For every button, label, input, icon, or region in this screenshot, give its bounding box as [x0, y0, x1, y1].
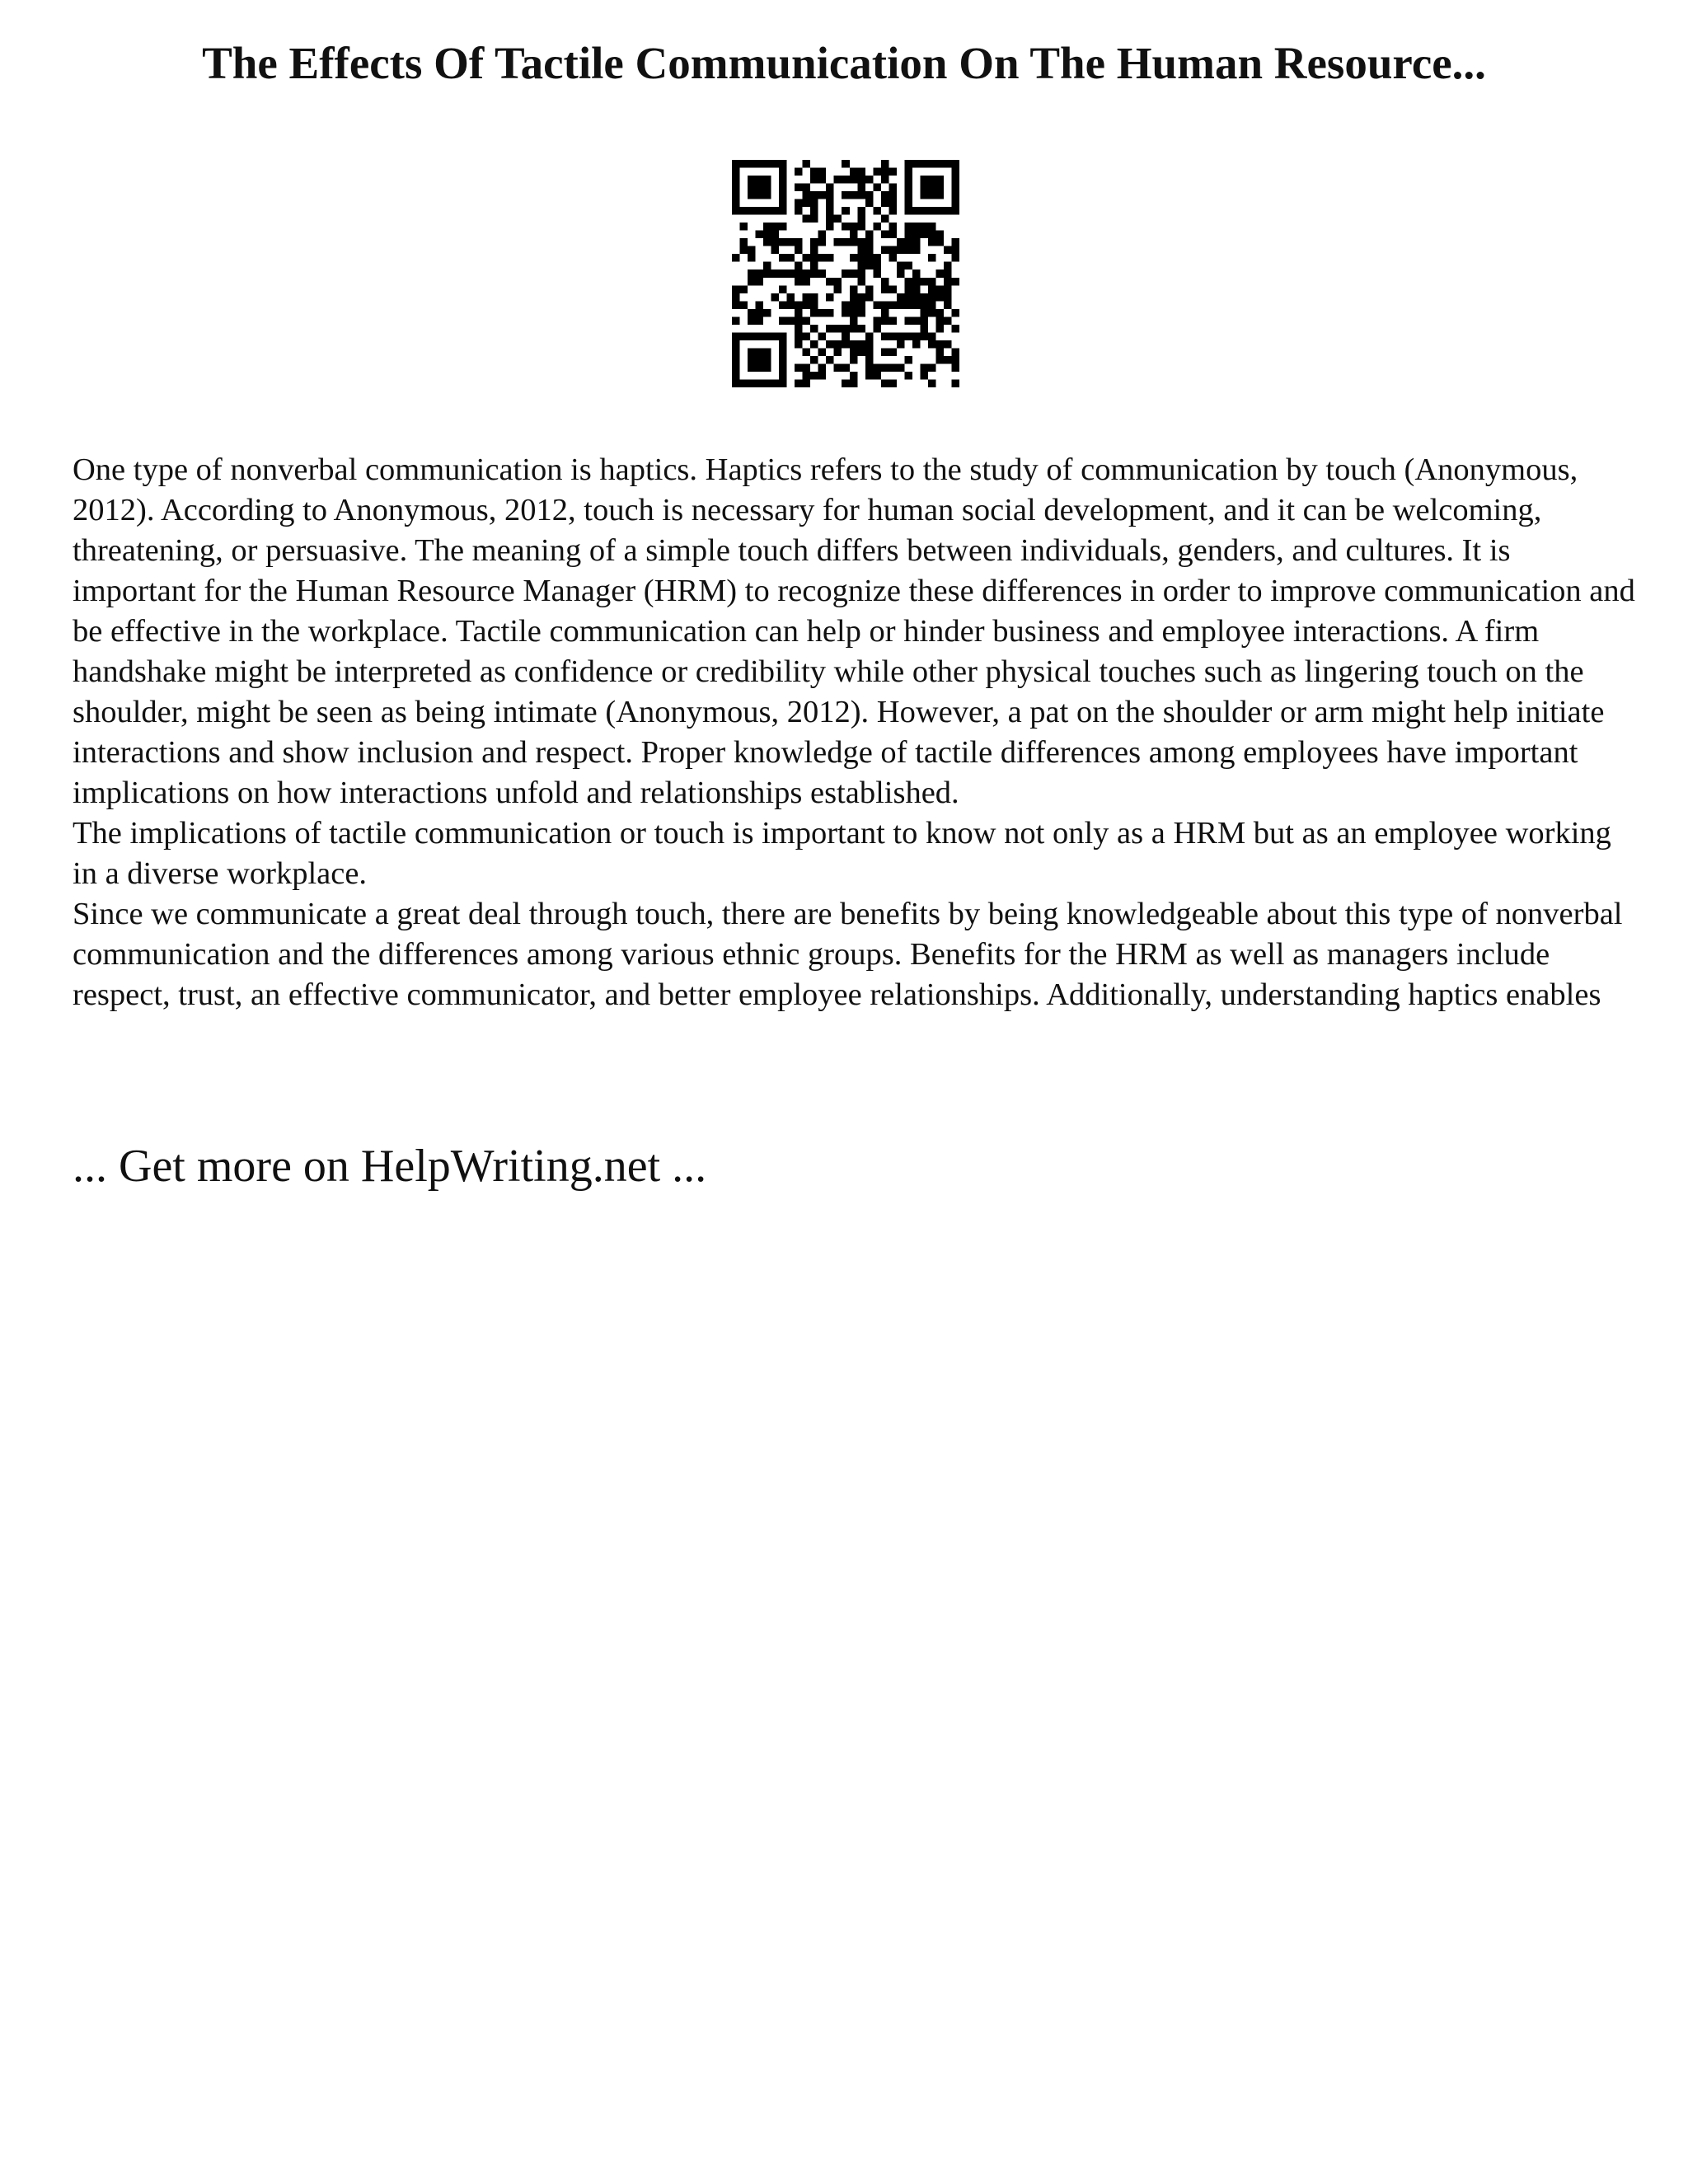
paragraph: Since we communicate a great deal through touch, there are benefits by being knowledgeable about this type of nonverbal communication and the differences among various ethnic groups. Benefits for the HRM as well as managers include respect, trust, an effective communicator, and better employee relationships. Additionally, understanding haptics enables — [73, 897, 1623, 1012]
page-title: The Effects Of Tactile Communication On The Human Resource... — [202, 38, 1486, 88]
paragraph: One type of nonverbal communication is haptics. Haptics refers to the study of communication by touch (Anonymous, 2012). According to Anonymous, 2012, touch is necessary for human social development, and it can be welcoming, threatening, or persuasive. The meaning of a simple touch differs between individuals, genders, and cultures. It is important for the Human Resource Manager (HRM) to recognize these differences in order to improve communication and be effective in the workplace. Tactile communication can help or hinder business and employee interactions. A firm handshake might be interpreted as confidence or credibility while other physical touches such as lingering touch on the shoulder, might be seen as being intimate (Anonymous, 2012). However, a pat on the shoulder or arm might help initiate interactions and show inclusion and respect. Proper knowledge of tactile differences among employees have important implications on how interactions unfold and relationships established. — [73, 452, 1635, 810]
get-more-link[interactable]: ... Get more on HelpWriting.net ... — [73, 1141, 707, 1192]
paragraph: The implications of tactile communication or touch is important to know not only as a HRM but as an employee working in a diverse workplace. — [73, 816, 1611, 891]
body-text — [73, 450, 1639, 1015]
qr-code-icon — [732, 160, 959, 387]
